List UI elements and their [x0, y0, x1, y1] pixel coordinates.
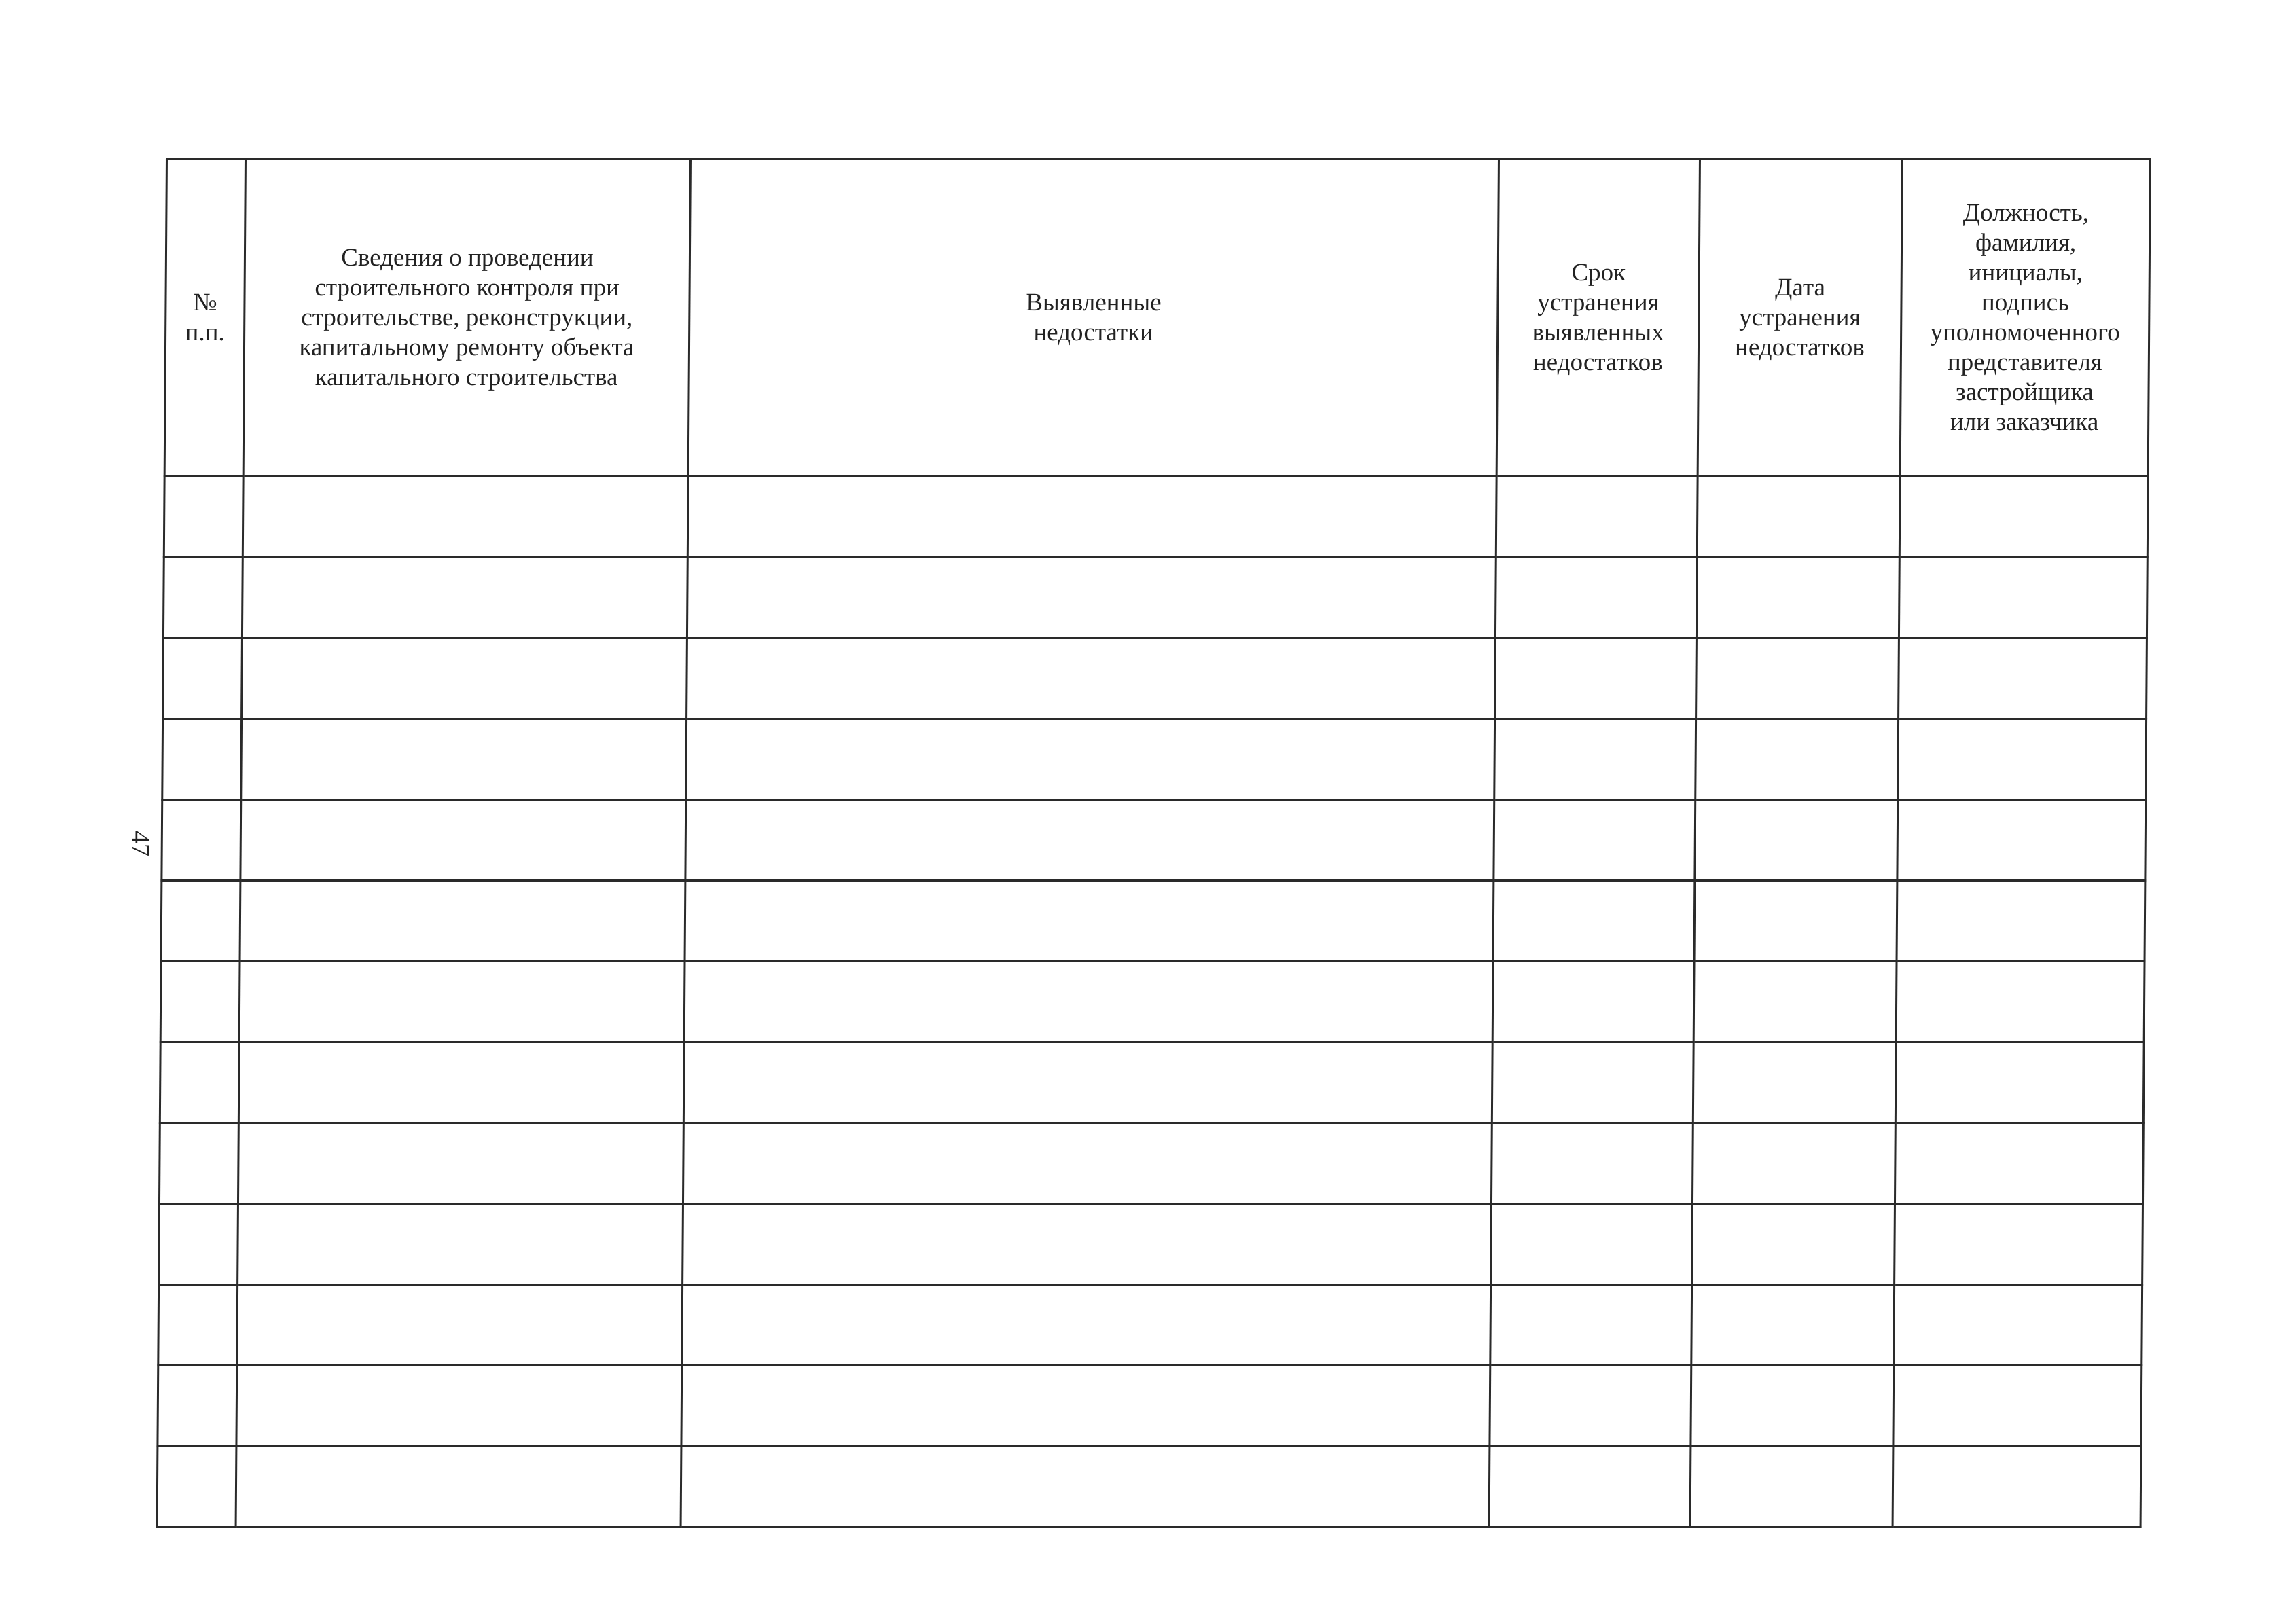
table-cell[interactable] [681, 1366, 1490, 1447]
table-cell[interactable] [162, 800, 241, 881]
table-cell[interactable] [1894, 1285, 2142, 1366]
table-cell[interactable] [686, 719, 1495, 800]
table-row [164, 477, 2148, 558]
table-cell[interactable] [685, 881, 1494, 962]
header-elimination-deadline: Срок устранения выявленных недостатков [1496, 159, 1700, 477]
table-cell[interactable] [159, 1123, 238, 1204]
table-cell[interactable] [1492, 1042, 1693, 1123]
table-row [162, 800, 2146, 881]
table-cell[interactable] [1893, 1447, 2141, 1527]
table-cell[interactable] [1895, 1204, 2143, 1285]
table-cell[interactable] [241, 719, 687, 800]
table-cell[interactable] [1694, 881, 1897, 962]
table-cell[interactable] [683, 1204, 1492, 1285]
table-cell[interactable] [1899, 558, 2147, 638]
table-cell[interactable] [1491, 1123, 1693, 1204]
header-identified-defects: Выявленные недостатки [688, 159, 1499, 477]
table-cell[interactable] [1692, 1123, 1895, 1204]
table-cell[interactable] [240, 800, 686, 881]
table-cell[interactable] [157, 1447, 236, 1527]
table-cell[interactable] [1692, 1204, 1895, 1285]
table-cell[interactable] [163, 638, 243, 719]
table-cell[interactable] [159, 1204, 238, 1285]
table-cell[interactable] [1493, 881, 1695, 962]
table-row [162, 719, 2147, 800]
table-cell[interactable] [161, 881, 240, 962]
table-cell[interactable] [238, 1123, 683, 1204]
table-cell[interactable] [1895, 1123, 2143, 1204]
table-cell[interactable] [1697, 477, 1900, 558]
defects-table [156, 158, 2151, 1528]
page-number: 47 [126, 831, 154, 856]
table-cell[interactable] [242, 558, 687, 638]
header-construction-control-info: Сведения о проведении строительного контроля при строительстве, реконструкции, капитальному ремонту объекта капитального строительства [243, 159, 690, 477]
table-cell[interactable] [1490, 1366, 1691, 1447]
table-cell[interactable] [1898, 719, 2147, 800]
table-cell[interactable] [1897, 881, 2145, 962]
table-cell[interactable] [687, 638, 1496, 719]
table-cell[interactable] [163, 558, 243, 638]
table-cell[interactable] [1893, 1366, 2142, 1447]
header-representative-signature: Должность, фамилия, инициалы, подпись уполномоченного представителя застройщика или заказчика [1900, 159, 2150, 477]
header-number: № п.п. [164, 159, 245, 477]
table-cell[interactable] [242, 638, 687, 719]
table-cell[interactable] [683, 1042, 1492, 1123]
table-row [159, 1123, 2143, 1204]
table-body [157, 477, 2148, 1527]
table-cell[interactable] [682, 1285, 1491, 1366]
table-cell[interactable] [687, 477, 1496, 558]
table-cell[interactable] [243, 477, 688, 558]
table-cell[interactable] [160, 1042, 239, 1123]
table-cell[interactable] [1489, 1447, 1691, 1527]
table-cell[interactable] [1693, 1042, 1896, 1123]
table-cell[interactable] [160, 962, 240, 1042]
table-cell[interactable] [684, 962, 1493, 1042]
table-cell[interactable] [239, 962, 685, 1042]
table-cell[interactable] [1492, 962, 1694, 1042]
table-row [159, 1204, 2143, 1285]
table-cell[interactable] [1696, 719, 1899, 800]
table-row [160, 1042, 2144, 1123]
table-cell[interactable] [687, 558, 1496, 638]
table-row [158, 1366, 2142, 1447]
table-cell[interactable] [1491, 1204, 1693, 1285]
table-cell[interactable] [1494, 719, 1696, 800]
table-cell[interactable] [238, 1204, 683, 1285]
table-cell[interactable] [1696, 558, 1899, 638]
table-cell[interactable] [1495, 638, 1697, 719]
table-cell[interactable] [685, 800, 1494, 881]
table-cell[interactable] [164, 477, 243, 558]
table-row [163, 558, 2147, 638]
table-row [161, 881, 2145, 962]
table-cell[interactable] [1895, 1042, 2144, 1123]
table-cell[interactable] [1693, 962, 1897, 1042]
table-cell[interactable] [1897, 800, 2146, 881]
table-cell[interactable] [158, 1285, 238, 1366]
table-cell[interactable] [238, 1042, 684, 1123]
table-cell[interactable] [683, 1123, 1492, 1204]
table-row [158, 1285, 2142, 1366]
table-cell[interactable] [1495, 558, 1697, 638]
table-row [160, 962, 2145, 1042]
table-row [163, 638, 2147, 719]
table-cell[interactable] [240, 881, 685, 962]
table-header-row [164, 159, 2150, 477]
table-cell[interactable] [1690, 1447, 1893, 1527]
table-cell[interactable] [158, 1366, 237, 1447]
table-cell[interactable] [1490, 1285, 1692, 1366]
table-cell[interactable] [681, 1447, 1490, 1527]
table-cell[interactable] [236, 1366, 682, 1447]
table-cell[interactable] [1696, 638, 1899, 719]
table-cell[interactable] [236, 1447, 681, 1527]
table-cell[interactable] [1899, 477, 2148, 558]
table-cell[interactable] [1896, 962, 2145, 1042]
header-elimination-date: Дата устранения недостатков [1698, 159, 1902, 477]
table-cell[interactable] [162, 719, 242, 800]
table-cell[interactable] [1691, 1366, 1894, 1447]
table-cell[interactable] [1496, 477, 1698, 558]
table-cell[interactable] [237, 1285, 683, 1366]
table-cell[interactable] [1695, 800, 1898, 881]
table-cell[interactable] [1494, 800, 1696, 881]
table-cell[interactable] [1691, 1285, 1895, 1366]
table-cell[interactable] [1899, 638, 2147, 719]
table-row [157, 1447, 2141, 1527]
